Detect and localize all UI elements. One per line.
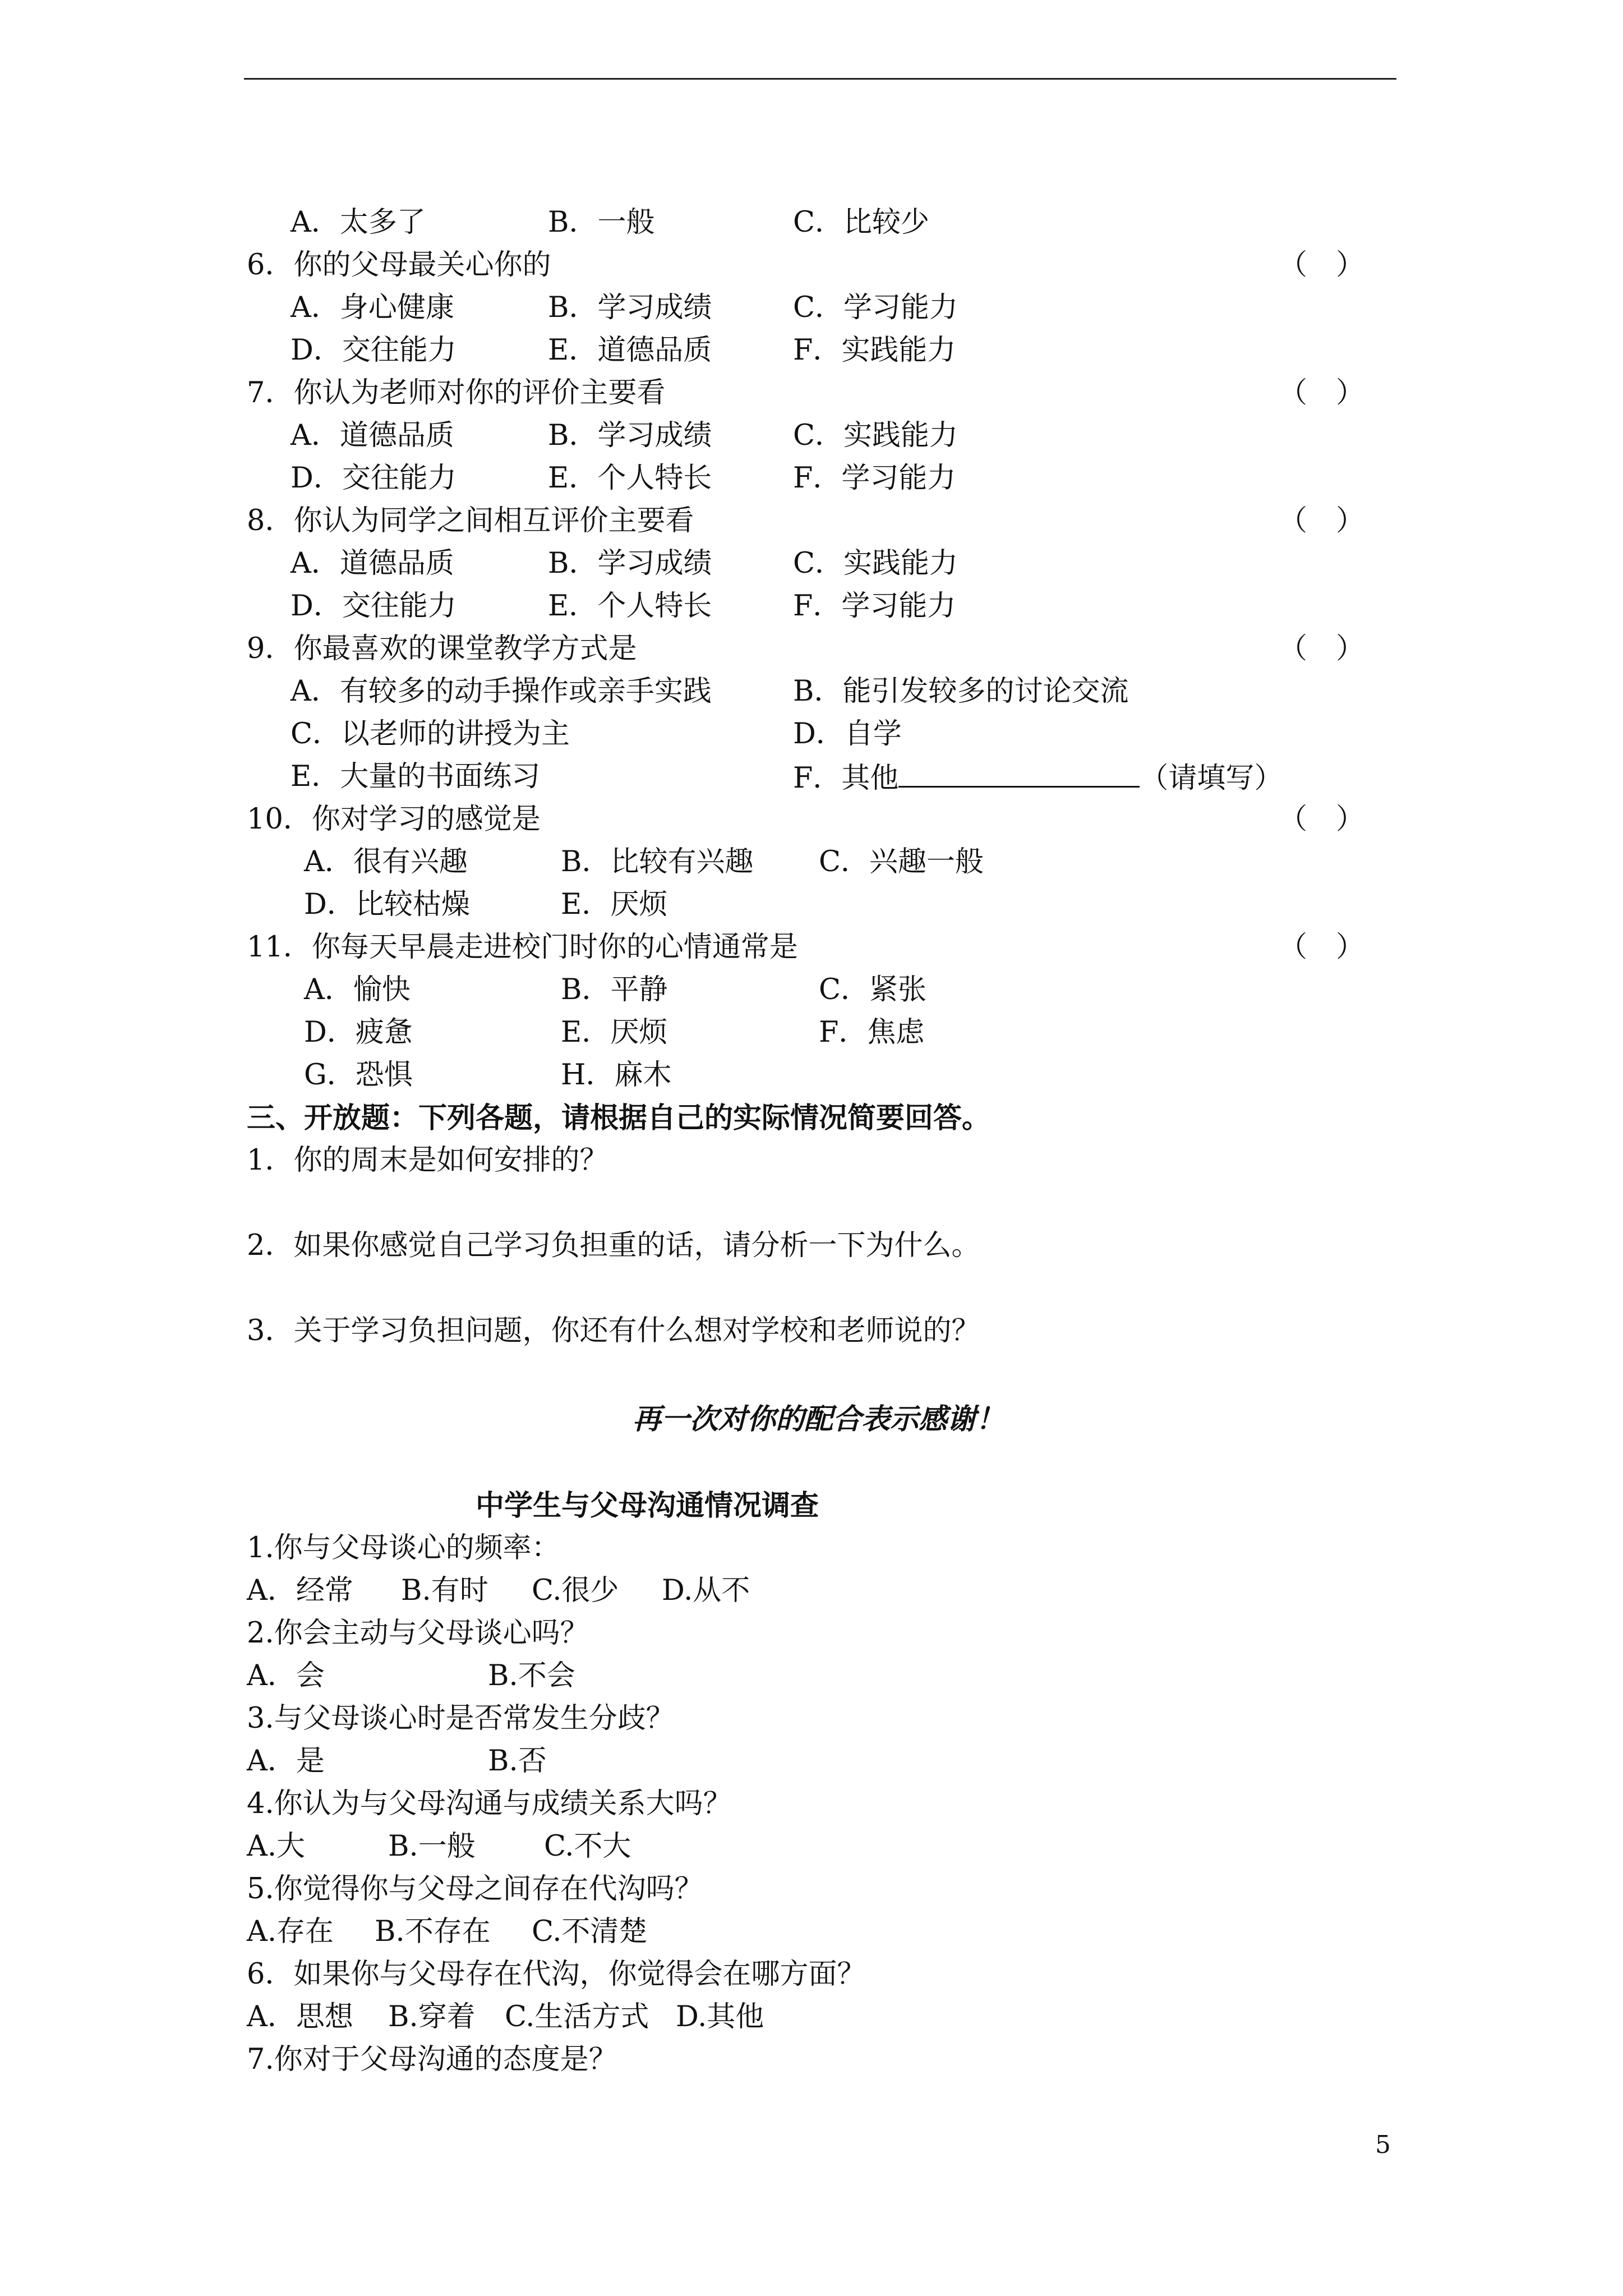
option: E．大量的书面练习 [291, 760, 541, 793]
option: F．实践能力 [793, 334, 956, 367]
answer-bracket: （ ） [1279, 249, 1365, 282]
option: A．身心健康 [291, 291, 454, 324]
parent-question-6: 6．如果你与父母存在代沟，你觉得会在哪方面？ [247, 1958, 866, 1991]
option: A．很有兴趣 [304, 845, 468, 878]
option: D．交往能力 [291, 462, 457, 495]
section-heading: 三、开放题：下列各题，请根据自己的实际情况简要回答。 [247, 1101, 991, 1135]
option: F．学习能力 [793, 462, 956, 495]
option: B．学习成绩 [548, 419, 712, 452]
parent-question-7: 7.你对于父母沟通的态度是？ [247, 2043, 617, 2076]
thanks-note: 再一次对你的配合表示感谢！ [633, 1402, 1005, 1436]
option: D．疲惫 [304, 1016, 413, 1049]
option: B.穿着 [388, 2000, 476, 2033]
option: A.存在 [247, 1915, 334, 1948]
question-8: 8．你认为同学之间相互评价主要看 [247, 504, 694, 537]
option: A．道德品质 [291, 547, 454, 580]
option: E．个人特长 [548, 590, 712, 623]
option: C.不大 [544, 1830, 631, 1863]
option: H．麻木 [561, 1059, 672, 1092]
option: D.其他 [676, 2000, 764, 2033]
answer-bracket: （ ） [1279, 504, 1365, 537]
option: B.不存在 [375, 1915, 491, 1948]
question-6: 6．你的父母最关心你的 [247, 249, 551, 282]
fill-in-blank[interactable] [898, 760, 1140, 788]
parent-question-4: 4.你认为与父母沟通与成绩关系大吗？ [247, 1787, 732, 1820]
option: D．交往能力 [291, 590, 457, 623]
option: E．道德品质 [548, 334, 712, 367]
option: B．一般 [548, 206, 655, 239]
question-9: 9．你最喜欢的课堂教学方式是 [247, 632, 637, 665]
option: D．比较枯燥 [304, 888, 470, 921]
option: G．恐惧 [304, 1059, 413, 1092]
option: C．紧张 [819, 973, 927, 1006]
answer-bracket: （ ） [1279, 632, 1365, 665]
option: B．学习成绩 [548, 291, 712, 324]
option: C．实践能力 [793, 419, 958, 452]
question-11: 11．你每天早晨走进校门时你的心情通常是 [247, 931, 798, 964]
option: D.从不 [662, 1574, 750, 1607]
answer-bracket: （ ） [1279, 803, 1365, 836]
option: A．道德品质 [291, 419, 454, 452]
option: A．会 [247, 1659, 325, 1692]
option: C．学习能力 [793, 291, 958, 324]
option: B．学习成绩 [548, 547, 712, 580]
answer-bracket: （ ） [1279, 376, 1365, 409]
option: A．愉快 [304, 973, 411, 1006]
option: B.一般 [388, 1830, 476, 1863]
option: D．交往能力 [291, 334, 457, 367]
fill-in-note: （请填写） [1140, 762, 1283, 795]
survey-title: 中学生与父母沟通情况调查 [476, 1489, 819, 1522]
parent-question-3: 3.与父母谈心时是否常发生分歧？ [247, 1702, 675, 1735]
option: E．厌烦 [561, 888, 668, 921]
option: A．经常 [247, 1574, 353, 1607]
page-number: 5 [1375, 2131, 1391, 2159]
question-7: 7．你认为老师对你的评价主要看 [247, 376, 666, 409]
option: A．是 [247, 1745, 325, 1778]
open-question-3: 3．关于学习负担问题，你还有什么想对学校和老师说的？ [247, 1314, 980, 1347]
option: C．兴趣一般 [819, 845, 984, 878]
option: E．厌烦 [561, 1016, 668, 1049]
option: C．实践能力 [793, 547, 958, 580]
option: A．思想 [247, 2000, 353, 2033]
header-rule [244, 78, 1396, 80]
option: B.不会 [488, 1659, 575, 1692]
option: C．比较少 [793, 206, 930, 239]
option: B.有时 [401, 1574, 488, 1607]
option: A．有较多的动手操作或亲手实践 [291, 675, 712, 708]
option-other-label: F．其他 [793, 762, 899, 795]
option: D．自学 [793, 717, 902, 751]
open-question-2: 2．如果你感觉自己学习负担重的话，请分析一下为什么。 [247, 1229, 980, 1262]
option: B．平静 [561, 973, 668, 1006]
question-10: 10．你对学习的感觉是 [247, 803, 541, 836]
option: C.不清楚 [532, 1915, 648, 1948]
option: F．焦虑 [819, 1016, 925, 1049]
parent-question-1: 1.你与父母谈心的频率： [247, 1531, 560, 1565]
option: C．以老师的讲授为主 [291, 717, 570, 751]
option: B．能引发较多的讨论交流 [793, 675, 1129, 708]
option: C.很少 [532, 1574, 619, 1607]
option: C.生活方式 [505, 2000, 649, 2033]
parent-question-2: 2.你会主动与父母谈心吗？ [247, 1617, 589, 1650]
option-other [793, 760, 1283, 795]
option: B．比较有兴趣 [561, 845, 754, 878]
answer-bracket: （ ） [1279, 931, 1365, 964]
option: A.大 [247, 1830, 306, 1863]
option: A．太多了 [291, 206, 426, 239]
parent-question-5: 5.你觉得你与父母之间存在代沟吗？ [247, 1872, 703, 1906]
open-question-1: 1．你的周末是如何安排的？ [247, 1144, 608, 1177]
option: F．学习能力 [793, 590, 956, 623]
option: B.否 [488, 1745, 547, 1778]
option: E．个人特长 [548, 462, 712, 495]
